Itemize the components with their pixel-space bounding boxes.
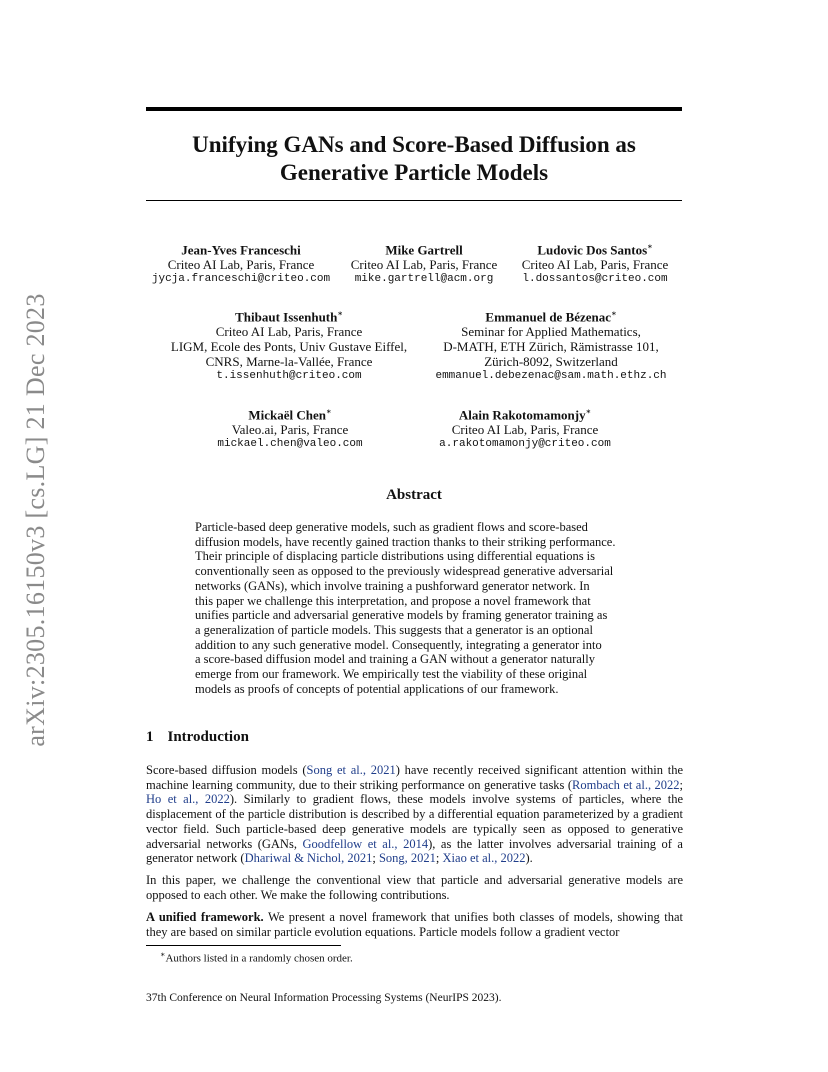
- author-affiliation: Seminar for Applied Mathematics,: [461, 324, 641, 340]
- citation-link[interactable]: Xiao et al., 2022: [442, 851, 526, 866]
- author-name: Alain Rakotomamonjy∗: [458, 407, 592, 423]
- title-line-1: Unifying GANs and Score-Based Diffusion as: [192, 132, 636, 157]
- author-name: Mike Gartrell: [385, 242, 463, 258]
- arxiv-id-text: arXiv:2305.16150v3 [cs.LG] 21 Dec 2023: [21, 293, 50, 747]
- citation-link[interactable]: Ho et al., 2022: [146, 792, 230, 807]
- author-email[interactable]: mickael.chen@valeo.com: [217, 438, 363, 451]
- footnote: ∗Authors listed in a randomly chosen order.: [160, 950, 353, 965]
- abstract-line: a generalization of particle models. This suggests that a generator is an optional: [195, 622, 593, 637]
- section-heading: [146, 729, 249, 746]
- citation-link[interactable]: Goodfellow et al., 2014: [302, 836, 429, 851]
- author-name: Thibaut Issenhuth∗: [235, 309, 343, 325]
- author-email[interactable]: emmanuel.debezenac@sam.math.ethz.ch: [435, 370, 667, 383]
- author-email[interactable]: mike.gartrell@acm.org: [354, 273, 494, 286]
- author-affiliation: Zürich-8092, Switzerland: [484, 354, 618, 370]
- author-affiliation: Criteo AI Lab, Paris, France: [167, 257, 315, 273]
- author-email[interactable]: l.dossantos@criteo.com: [522, 273, 668, 286]
- author-block: [505, 239, 685, 287]
- abstract-line: this paper we challenge this interpretation, and propose a novel framework that: [195, 593, 591, 608]
- author-name: Emmanuel de Bézenac∗: [485, 309, 617, 325]
- abstract-line: Particle-based deep generative models, such as gradient flows and score-based: [195, 520, 588, 534]
- author-affiliation: Criteo AI Lab, Paris, France: [350, 257, 498, 273]
- author-block: [426, 306, 676, 384]
- title-bottom-rule: [146, 200, 682, 201]
- abstract-body: [195, 520, 635, 696]
- author-affiliation: CNRS, Marne-la-Vallée, France: [205, 354, 373, 370]
- citation-link[interactable]: Song et al., 2021: [306, 763, 396, 777]
- citation-link[interactable]: Song, 2021: [378, 851, 436, 866]
- section-number: 1: [146, 729, 154, 745]
- intro-paragraph-2: In this paper, we challenge the conventional view that particle and adversarial generative models are opposed to each other. We make the following contributions.: [146, 873, 683, 902]
- author-email[interactable]: jycja.franceschi@criteo.com: [151, 273, 331, 286]
- author-affiliation: D-MATH, ETH Zürich, Rämistrasse 101,: [443, 339, 659, 355]
- author-affiliation: Criteo AI Lab, Paris, France: [451, 422, 599, 438]
- abstract-line: emerge from our framework. We empirically test the viability of these original: [195, 667, 588, 682]
- abstract-line: a score-based diffusion model and training a GAN without a generator naturally: [195, 652, 595, 667]
- author-affiliation: Criteo AI Lab, Paris, France: [521, 257, 669, 273]
- author-block: [334, 239, 514, 287]
- abstract-line: diffusion models, have recently gained traction thanks to their striking performance.: [195, 534, 616, 549]
- citation-link[interactable]: Rombach et al., 2022: [572, 777, 680, 792]
- author-block: [200, 404, 380, 452]
- author-name: Ludovic Dos Santos∗: [537, 242, 653, 258]
- author-block: [146, 239, 336, 287]
- paragraph-run-in-heading: A unified framework.: [146, 910, 264, 924]
- arxiv-watermark: [20, 280, 52, 760]
- abstract-heading: Abstract: [386, 487, 442, 503]
- author-block: [425, 404, 625, 452]
- conference-note: 37th Conference on Neural Information Processing Systems (NeurIPS 2023).: [146, 992, 502, 1004]
- paper-title: [146, 131, 682, 187]
- title-top-rule: [146, 107, 682, 111]
- author-email[interactable]: t.issenhuth@criteo.com: [216, 370, 362, 383]
- author-name: Mickaël Chen∗: [248, 407, 332, 423]
- author-email[interactable]: a.rakotomamonjy@criteo.com: [439, 438, 611, 451]
- title-line-2: Generative Particle Models: [279, 160, 549, 185]
- author-affiliation: Criteo AI Lab, Paris, France: [215, 324, 363, 340]
- author-affiliation: Valeo.ai, Paris, France: [231, 422, 349, 438]
- abstract-line: conventionally seen as opposed to the previously widespread generative adversarial: [195, 564, 614, 579]
- abstract-line: models as proofs of concepts of potential applications of our framework.: [195, 681, 559, 696]
- author-name: Jean-Yves Franceschi: [181, 242, 301, 258]
- abstract-line: Their principle of displacing particle distributions using differential equations is: [195, 549, 596, 564]
- abstract-line: unifies particle and adversarial generative models by framing generator training as: [195, 608, 608, 623]
- author-block: [161, 306, 417, 384]
- author-affiliation: LIGM, Ecole des Ponts, Univ Gustave Eiffel,: [170, 339, 408, 355]
- intro-paragraph-1: Score-based diffusion models (Song et al., 2021) have recently received significant attention within the machine learning community, due to their striking performance on generative tasks (Rombach et al., 2022; Ho et al., 2022). Similarly to gradient flows, these models involve systems of particles, where the displacement of the particle distribution is described by a differential equation parameterized by a gradient vector field. Such particle-based deep generative models are typically seen as opposed to generative adversarial networks (GANs, Goodfellow et al., 2014), as the latter involves adversarial training of a generator network (Dhariwal & Nichol, 2021; Song, 2021; Xiao et al., 2022).: [146, 763, 684, 866]
- footnote-rule: [146, 945, 341, 946]
- abstract-line: networks (GANs), which involve training a pushforward generator network. In: [195, 578, 590, 593]
- citation-link[interactable]: Dhariwal & Nichol, 2021: [244, 851, 373, 866]
- section-title: Introduction: [167, 729, 249, 745]
- abstract-line: addition to any such generative model. Consequently, integrating a generator into: [195, 637, 602, 652]
- intro-paragraph-3: A unified framework. We present a novel framework that unifies both classes of models, showing that they are based on similar particle evolution equations. Particle models follow a gradient vector: [146, 910, 683, 939]
